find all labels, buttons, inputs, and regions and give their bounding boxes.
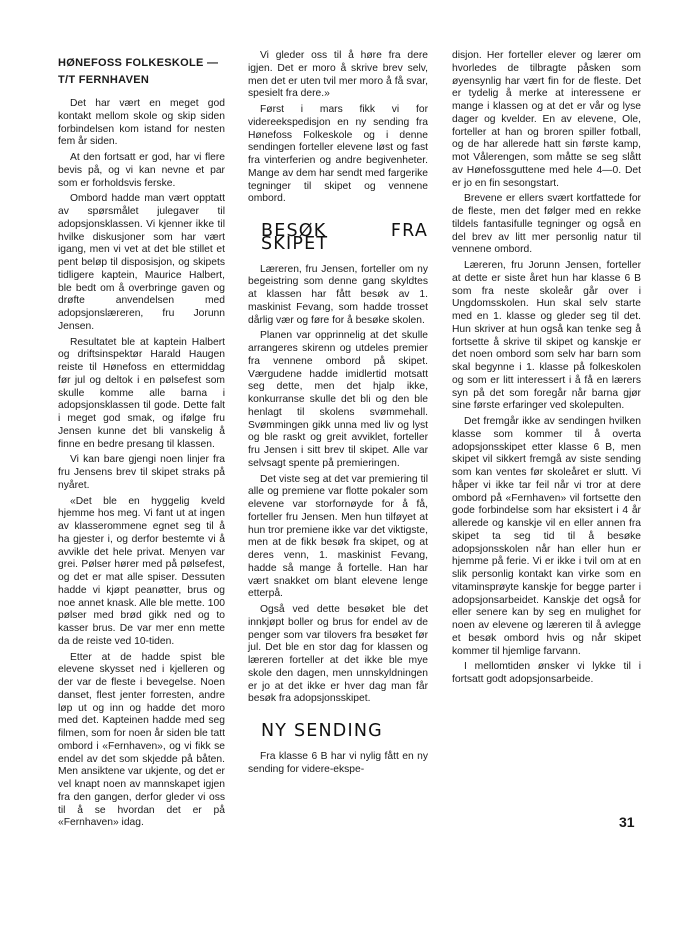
paragraph: Også ved dette besøket ble det innkjøpt boller og brus for endel av de penger som var tilovers fra besøket før jul. Det ble en stor dag for klassen og læreren forteller at det ikke ble mye skole den dagen, men unnskyldningen er jo at det ikke er hver dag man får besøk fra adopsjonsskipet. [248, 604, 428, 705]
paragraph: disjon. Her forteller elever og lærer om hvorledes de tilbragte påsken som øyensynlig har vært fin for de fleste. Det er tydelig å merke at interessene er mange i klassen og at det er vår og lyse dager og kvelder. En av elevene, Ole, forteller at han og broren spiller fotball, og de har allerede hatt sin første kamp, mot Vålerengen, som måtte se seg slått av Hønefossguttene med hele 4—0. Det er jo en fin sesongstart. [452, 50, 641, 189]
paragraph: Læreren, fru Jorunn Jensen, forteller at dette er siste året hun har klasse 6 B som fra neste skoleår går over i Ungdomsskolen. Hun skal selv starte med en 1. klasse og gleder seg til det. Hun skriver at hun også kan tenke seg å fortsette å skrive til skipet og kanskje er det noen ombord som selv har barn som skal begynne i 1. klasse på folkeskolen og som er litt interessert i å få en lærers syn på det som foregår når barna gjør sine første erfaringer ved skolepulten. [452, 260, 641, 412]
paragraph: Det fremgår ikke av sendingen hvilken klasse som kommer til å overta adopsjonsskipet etter klasse 6 B, men skipet vil sikkert fremgå av siste sending som kan ventes før skoleåret er slutt. Vi håper vi ikke tar feil når vi tror at dere ombord på «Fernhaven» vil fortsette den gode forbindelse som har eksistert i 4 år allerede og kanskje vil en eller annen fra skipet ta seg tid til å besøke adopsjonsskolen når han eller hun er hjemme på ferie. Vi er ikke i tvil om at en slik personlig kontakt kan virke som en vitaminsprøyte kanskje for begge parter i adopsjonsarbeidet. Kanskje det også for eller senere kan by seg en mulighet for noen av elevene og læreren til å avlegge et besøk ombord hvis og når skipet kommer til hjemlige farvann. [452, 416, 641, 657]
paragraph: Planen var opprinnelig at det skulle arrangeres skirenn og utdeles premier fra vennene ombord på skipet. Værgudene hadde imidlertid motsatt seg dette, men det hjalp ikke, konkurranse skulle det bli og den ble henlagt til skolens svømmehall. Svømmingen gikk unna med liv og lyst og ble raskt og greit avviklet, forteller fru Jensen i sitt brev til skipet. Alle var selvsagt spente på premieringen. [248, 330, 428, 469]
column-middle [248, 50, 428, 779]
section-heading-besok: BESØK FRA SKIPET [261, 221, 428, 254]
article-heading-line2: T/T FERNHAVEN [58, 74, 150, 86]
paragraph: I mellomtiden ønsker vi lykke til i fortsatt godt adopsjonsarbeide. [452, 661, 641, 685]
paragraph: Vi kan bare gjengi noen linjer fra fru Jensens brev til skipet straks på nyåret. [58, 454, 225, 491]
paragraph: Brevene er ellers svært kortfattede for de fleste, men det følger med en rekke tildels fantasifulle tegninger og også en del brev av litt mer personlig natur til vennene ombord. [452, 193, 641, 256]
paragraph: Resultatet ble at kaptein Halbert og driftsinspektør Harald Haugen reiste til Hønefoss en ettermiddag før jul og deltok i en pølsefest som skulle komme alle barna i adopsjonsklassen til gode. Dette falt i meget god smak, og ifølge fru Jensen kunne det bli vanskelig å finne en bedre presang til klassen. [58, 336, 225, 450]
column-right [452, 50, 641, 690]
section-heading-ny-sending: NY SENDING [261, 721, 383, 741]
article-heading-line1: HØNEFOSS FOLKESKOLE — [58, 57, 219, 69]
paragraph: Etter at de hadde spist ble elevene skysset ned i kjelleren og der var de fleste i bevegelse. Noen danset, flest jenter forresten, andre løp ut og inn og hadde det moro med det. Kapteinen hadde med seg filmen, som for noen år siden ble tatt ombord i «Fernhaven», og vi fikk se endel av det som skjedde på båten. Men ansiktene var ukjente, og det er vel knapt noen av mannskapet igjen fra den gangen, derfor gleder vi oss til å se hvordan det er på «Fernhaven» idag. [58, 651, 225, 829]
paragraph: At den fortsatt er god, har vi flere bevis på, og vi kan nevne et par som er forholdsvis ferske. [58, 152, 225, 189]
paragraph: Ombord hadde man vært opptatt av spørsmålet julegaver til adopsjonsklassen. Vi kjenner ikke til hvilke diskusjoner som har vært igang, men vi vet at det ble stillet et pent beløp til disposisjon, og skipets tidligere kaptein, Maurice Halbert, ble bedt om å overbringe gaven og drøfte anvendelsen med adopsjonslæreren, fru Jorunn Jensen. [58, 193, 225, 332]
paragraph: Læreren, fru Jensen, forteller om ny begeistring som denne gang skyldtes at klassen har fått besøk av 1. maskinist Fevang, som hadde trosset dårlig vær og føre for å besøke skolen. [248, 263, 428, 326]
paragraph: Først i mars fikk vi for videreekspedisjon en ny sending fra Hønefoss Folkeskole og i denne sendingen forteller elevene løst og fast fra vinterferien og andre begivenheter. Mange av dem har sendt med fargerike tegninger til skipet og vennene ombord. [248, 104, 428, 205]
paragraph: Fra klasse 6 B har vi nylig fått en ny sending for videre-ekspe- [248, 750, 428, 775]
paragraph: Det har vært en meget god kontakt mellom skole og skip siden forbindelsen kom istand for nesten fem år siden. [58, 98, 225, 148]
page-number: 31 [619, 814, 635, 830]
column-left [58, 50, 225, 833]
paragraph: Det viste seg at det var premiering til alle og premiene var flotte pokaler som elevene var storfornøyde for å få, forteller fru Jensen. Men hun tilføyet at hun tror premiene ikke var det viktigste, men at de fikk besøk fra skipet, og at deres venn, 1. maskinist Fevang, hadde så mange å fortelle. Han har vært snakket om blant elevene lenge etterpå. [248, 473, 428, 600]
paragraph: Vi gleder oss til å høre fra dere igjen. Det er moro å skrive brev selv, men det er uten tvil mer moro å få svar, spesielt fra dere.» [248, 50, 428, 100]
paragraph: «Det ble en hyggelig kveld hjemme hos meg. Vi fant ut at ingen av klasserommene egnet seg til å ha gjester i, og derfor bestemte vi å avvikle det hele privat. Menyen var grei. Pølser hører med på pølsefest, og det er mat alle spiser. Dessuten hadde vi kjøpt peanøtter, brus og noe annet knask. Alle ble mette. 100 pølser med brød gikk ned og to kasser brus. De var mer enn mette da de reiste ved 10-tiden. [58, 495, 225, 647]
